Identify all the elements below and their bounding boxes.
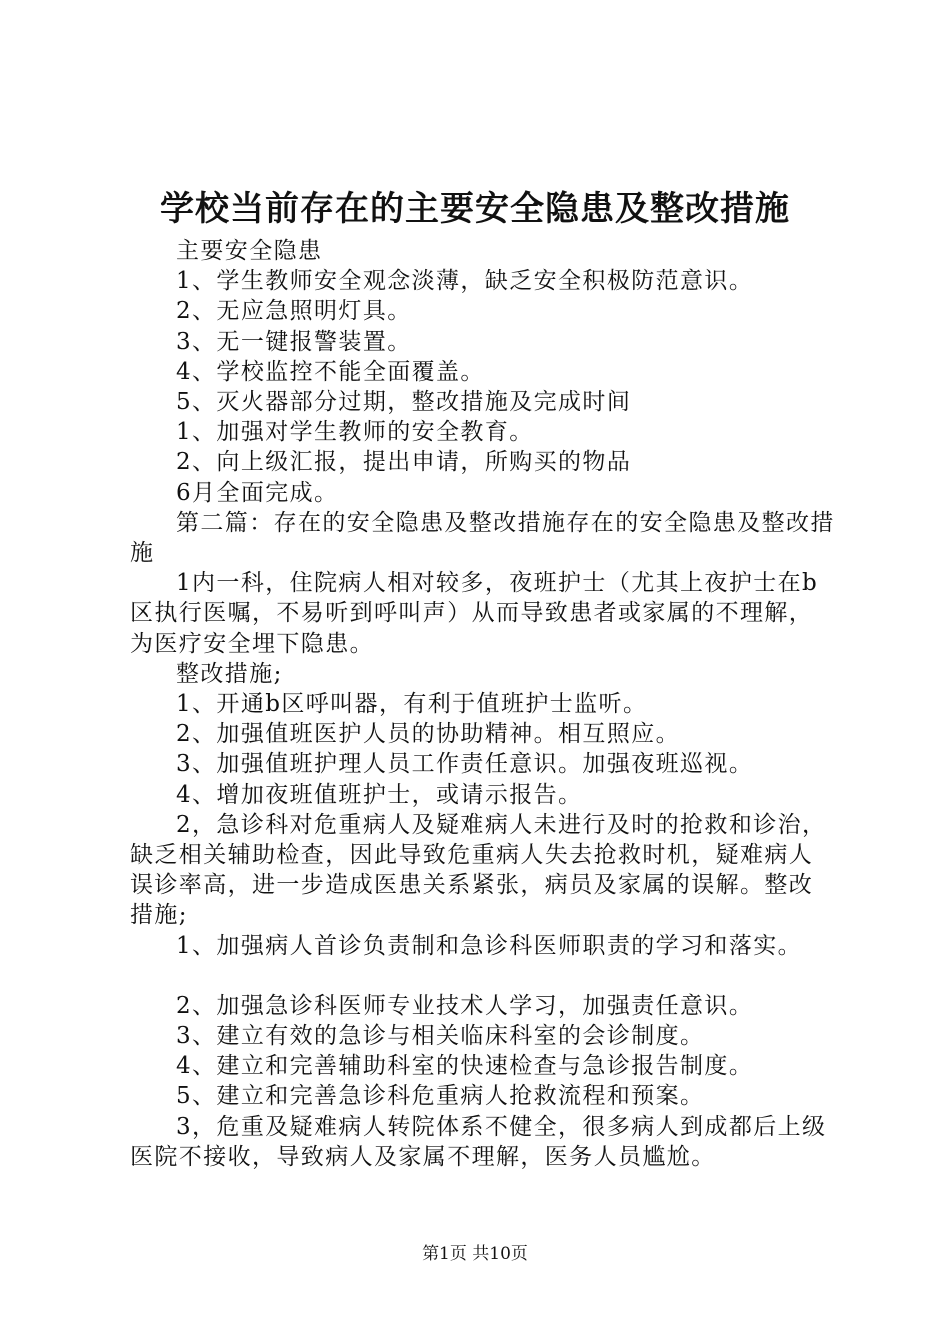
page-number-footer: 第1页 共10页 <box>422 1244 528 1264</box>
paragraph: 2，急诊科对危重病人及疑难病人未进行及时的抢救和诊治，缺乏相关辅助检查，因此导致危重病人失去抢救时机，疑难病人误诊率高，进一步造成医患关系紧张，病员及家属的误解。整改措施; <box>130 811 827 929</box>
paragraph: 4、增加夜班值班护士，或请示报告。 <box>176 781 583 808</box>
document-body <box>130 236 836 1172</box>
paragraph: 2、加强急诊科医师专业技术人学习，加强责任意识。 <box>176 992 754 1019</box>
paragraph: 2、向上级汇报，提出申请，所购买的物品 <box>176 449 632 476</box>
section-heading: 第二篇：存在的安全隐患及整改措施存在的安全隐患及整改措施 <box>130 509 835 567</box>
paragraph: 3、无一键报警装置。 <box>176 328 412 355</box>
paragraph: 1、开通b区呼叫器，有利于值班护士监听。 <box>176 691 648 718</box>
paragraph: 1、学生教师安全观念淡薄，缺乏安全积极防范意识。 <box>176 268 754 295</box>
document-title: 学校当前存在的主要安全隐患及整改措施 <box>160 189 790 229</box>
paragraph: 2、加强值班医护人员的协助精神。相互照应。 <box>176 721 681 748</box>
paragraph: 3，危重及疑难病人转院体系不健全，很多病人到成都后上级医院不接收，导致病人及家属不理解，医务人员尴尬。 <box>130 1113 827 1170</box>
paragraph: 主要安全隐患 <box>176 238 323 264</box>
paragraph: 6月全面完成。 <box>176 479 339 506</box>
paragraph: 2、无应急照明灯具。 <box>176 298 412 325</box>
paragraph: 1、加强对学生教师的安全教育。 <box>176 419 534 446</box>
paragraph: 1内一科，住院病人相对较多，夜班护士（尤其上夜护士在b区执行医嘱，不易听到呼叫声）从而导致患者或家属的不理解，为医疗安全埋下隐患。 <box>130 570 819 657</box>
paragraph: 3、建立有效的急诊与相关临床科室的会诊制度。 <box>176 1023 705 1050</box>
paragraph: 4、建立和完善辅助科室的快速检查与急诊报告制度。 <box>176 1053 754 1080</box>
paragraph: 1、加强病人首诊负责制和急诊科医师职责的学习和落实。 <box>176 932 803 959</box>
paragraph: 5、灭火器部分过期，整改措施及完成时间 <box>176 389 632 416</box>
paragraph: 4、学校监控不能全面覆盖。 <box>176 358 485 385</box>
paragraph: 5、建立和完善急诊科危重病人抢救流程和预案。 <box>176 1083 705 1110</box>
paragraph: 3、加强值班护理人员工作责任意识。加强夜班巡视。 <box>176 751 754 778</box>
paragraph: 整改措施; <box>176 660 283 687</box>
